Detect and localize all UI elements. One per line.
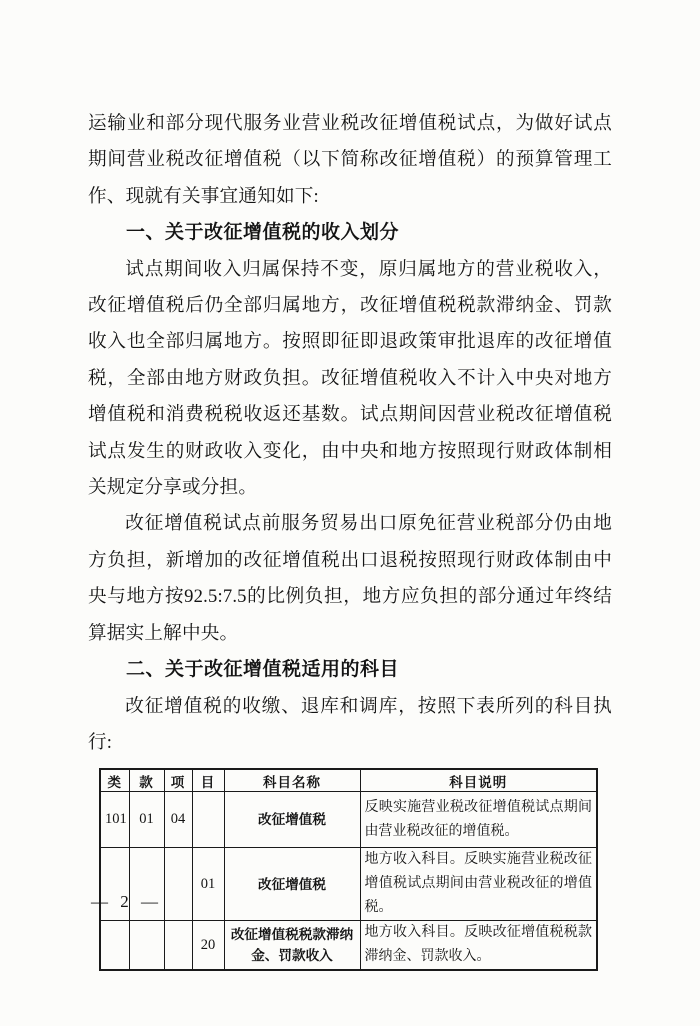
section-1-paragraph-2: 改征增值税试点前服务贸易出口原免征营业税部分仍由地方负担，新增加的改征增值税出口退税按照现行财政体制由中央与地方按92.5:7.5的比例负担，地方应负担的部分通过年终结算据实上解中央。 (88, 513, 612, 644)
table-header-kuan: 款 (129, 769, 164, 792)
table-header-mu: 目 (192, 769, 224, 792)
table-cell-subject-description: 地方收入科目。反映实施营业税改征增值税试点期间由营业税改征的增值税。 (360, 848, 597, 921)
section-1-paragraph-1: 试点期间收入归属保持不变，原归属地方的营业税收入，改征增值税后仍全部归属地方，改征增值税税款滞纳金、罚款收入也全部归属地方。按照即征即退政策审批退库的改征增值税，全部由地方财政负担。改征增值税收入不计入中央对地方增值税和消费税税收返还基数。试点期间因营业税改征增值税试点发生的财政收入变化，由中央和地方按照现行财政体制相关规定分享或分担。 (88, 258, 612, 499)
table-cell-subject-name: 改征增值税税款滞纳金、罚款收入 (224, 921, 360, 971)
table-cell-xiang: 04 (164, 792, 192, 848)
table-cell-kuan (129, 921, 164, 971)
table-cell-mu: 01 (192, 848, 224, 921)
table-row (100, 921, 597, 971)
table-cell-xiang (164, 848, 192, 921)
table-cell-kuan: 01 (129, 792, 164, 848)
section-2-lead: 改征增值税的收缴、退库和调库，按照下表所列的科目执行: (88, 695, 612, 753)
table-cell-mu: 20 (192, 921, 224, 971)
section-1-heading: 一、关于改征增值税的收入划分 (126, 222, 400, 244)
intro-paragraph: 运输业和部分现代服务业营业税改征增值税试点，为做好试点期间营业税改征增值税（以下简称改征增值税）的预算管理工作、现就有关事宜通知如下: (88, 113, 612, 207)
table-cell-mu (192, 792, 224, 848)
table-header-lei: 类 (100, 769, 129, 792)
document-body (88, 106, 612, 971)
table-header-row (100, 769, 597, 792)
page-number: — 2 — (91, 892, 162, 911)
table-cell-subject-name: 改征增值税 (224, 792, 360, 848)
table-cell-subject-name: 改征增值税 (224, 848, 360, 921)
table-row (100, 848, 597, 921)
table-cell-xiang (164, 921, 192, 971)
section-2-heading: 二、关于改征增值税适用的科目 (126, 659, 400, 681)
table-cell-lei: 101 (100, 792, 129, 848)
table-header-subject-name: 科目名称 (224, 769, 360, 792)
table-row (100, 792, 597, 848)
budget-subject-table (99, 768, 598, 971)
table-header-subject-description: 科目说明 (360, 769, 597, 792)
table-cell-subject-description: 反映实施营业税改征增值税试点期间由营业税改征的增值税。 (360, 792, 597, 848)
table-header-xiang: 项 (164, 769, 192, 792)
table-cell-subject-description: 地方收入科目。反映改征增值税税款滞纳金、罚款收入。 (360, 921, 597, 971)
table-cell-lei (100, 921, 129, 971)
